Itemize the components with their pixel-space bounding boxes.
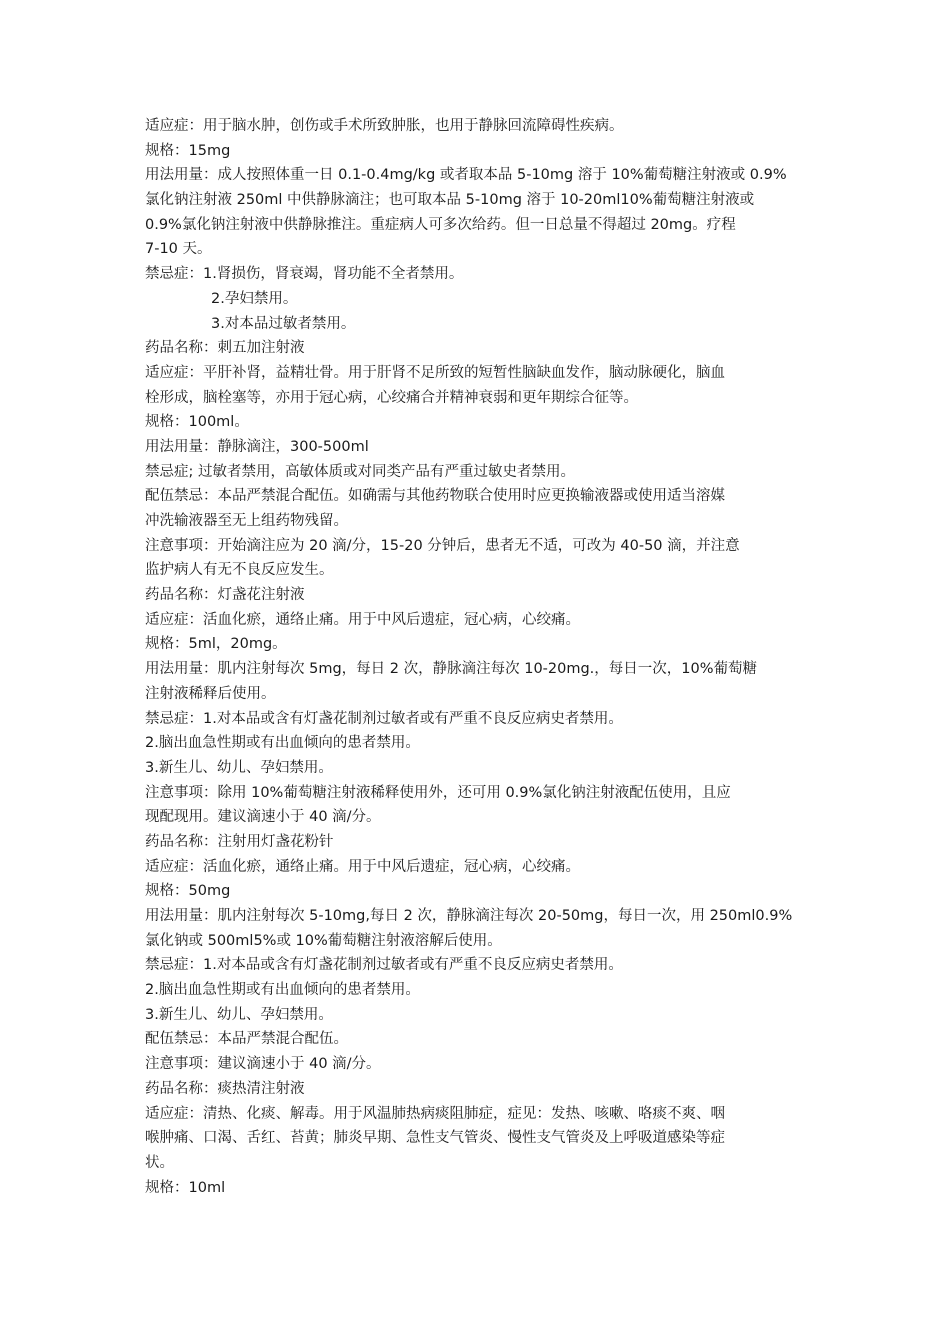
text-line: 2.脑出血急性期或有出血倾向的患者禁用。 (145, 982, 420, 999)
text-line: 规格：50mg (145, 883, 231, 900)
text-line: 用法用量：肌内注射每次 5mg，每日 2 次，静脉滴注每次 10-20mg.，每日一次，10%葡萄糖 (145, 661, 758, 678)
text-line: 配伍禁忌：本品严禁混合配伍。 (145, 1031, 348, 1048)
text-line: 状。 (145, 1154, 174, 1171)
text-line: 适应症：平肝补肾，益精壮骨。用于肝肾不足所致的短暂性脑缺血发作，脑动脉硬化，脑血 (145, 364, 725, 381)
text-line: 注意事项：建议滴速小于 40 滴/分。 (145, 1056, 381, 1073)
text-line: 适应症：活血化瘀，通络止痛。用于中风后遗症，冠心病，心绞痛。 (145, 858, 580, 875)
text-line: 3.对本品过敏者禁用。 (211, 315, 356, 332)
text-line: 氯化钠注射液 250ml 中供静脉滴注；也可取本品 5-10mg 溶于 10-20ml10%葡萄糖注射液或 (145, 192, 755, 209)
text-line: 适应症：活血化瘀，通络止痛。用于中风后遗症，冠心病，心绞痛。 (145, 611, 580, 628)
text-line: 0.9%氯化钠注射液中供静脉推注。重症病人可多次给药。但一日总量不得超过 20mg。疗程 (145, 216, 736, 233)
text-line: 禁忌症：1.对本品或含有灯盏花制剂过敏者或有严重不良反应病史者禁用。 (145, 710, 623, 727)
text-line: 规格：5ml，20mg。 (145, 636, 287, 653)
text-line: 氯化钠或 500ml5%或 10%葡萄糖注射液溶解后使用。 (145, 932, 502, 949)
text-line: 用法用量：静脉滴注，300-500ml (145, 438, 369, 455)
text-line: 用法用量：成人按照体重一日 0.1-0.4mg/kg 或者取本品 5-10mg 溶于 10%葡萄糖注射液或 0.9% (145, 167, 787, 184)
text-line: 药品名称：注射用灯盏花粉针 (145, 833, 334, 850)
document-body (145, 114, 810, 1200)
text-line: 7-10 天。 (145, 241, 212, 258)
text-line: 禁忌症; 过敏者禁用，高敏体质或对同类产品有严重过敏史者禁用。 (145, 463, 575, 480)
text-line: 3.新生儿、幼儿、孕妇禁用。 (145, 1006, 333, 1023)
text-line: 2.脑出血急性期或有出血倾向的患者禁用。 (145, 735, 420, 752)
text-line: 冲洗输液器至无上组药物残留。 (145, 513, 348, 529)
text-line: 2.孕妇禁用。 (211, 290, 298, 307)
text-line: 禁忌症：1.肾损伤，肾衰竭，肾功能不全者禁用。 (145, 266, 464, 283)
text-line: 监护病人有无不良反应发生。 (145, 562, 334, 579)
text-line: 药品名称：痰热清注射液 (145, 1080, 305, 1097)
text-line: 配伍禁忌：本品严禁混合配伍。如确需与其他药物联合使用时应更换输液器或使用适当溶媒 (145, 488, 725, 505)
text-line: 注意事项：除用 10%葡萄糖注射液稀释使用外，还可用 0.9%氯化钠注射液配伍使用，且应 (145, 784, 731, 801)
text-line: 适应症：清热、化痰、解毒。用于风温肺热病痰阻肺症，症见：发热、咳嗽、咯痰不爽、咽 (145, 1105, 725, 1122)
text-line: 药品名称：灯盏花注射液 (145, 587, 305, 604)
text-line: 适应症：用于脑水肿，创伤或手术所致肿胀，也用于静脉回流障碍性疾病。 (145, 118, 624, 134)
text-line: 3.新生儿、幼儿、孕妇禁用。 (145, 759, 333, 776)
text-line: 注意事项：开始滴注应为 20 滴/分，15-20 分钟后，患者无不适，可改为 40-50 滴，并注意 (145, 537, 740, 554)
text-line: 药品名称：刺五加注射液 (145, 340, 305, 357)
text-line: 禁忌症：1.对本品或含有灯盏花制剂过敏者或有严重不良反应病史者禁用。 (145, 957, 623, 974)
text-line: 注射液稀释后使用。 (145, 685, 276, 702)
text-line: 用法用量：肌内注射每次 5-10mg,每日 2 次，静脉滴注每次 20-50mg，每日一次，用 250ml0.9% (145, 908, 793, 924)
text-line: 喉肿痛、口渴、舌红、苔黄；肺炎早期、急性支气管炎、慢性支气管炎及上呼吸道感染等症 (145, 1130, 725, 1147)
text-line: 栓形成，脑栓塞等，亦用于冠心病，心绞痛合并精神衰弱和更年期综合征等。 (145, 389, 638, 406)
text-line: 规格：10ml (145, 1179, 226, 1196)
text-line: 规格：100ml。 (145, 414, 249, 431)
text-line: 现配现用。建议滴速小于 40 滴/分。 (145, 809, 381, 826)
text-line: 规格：15mg (145, 142, 231, 159)
